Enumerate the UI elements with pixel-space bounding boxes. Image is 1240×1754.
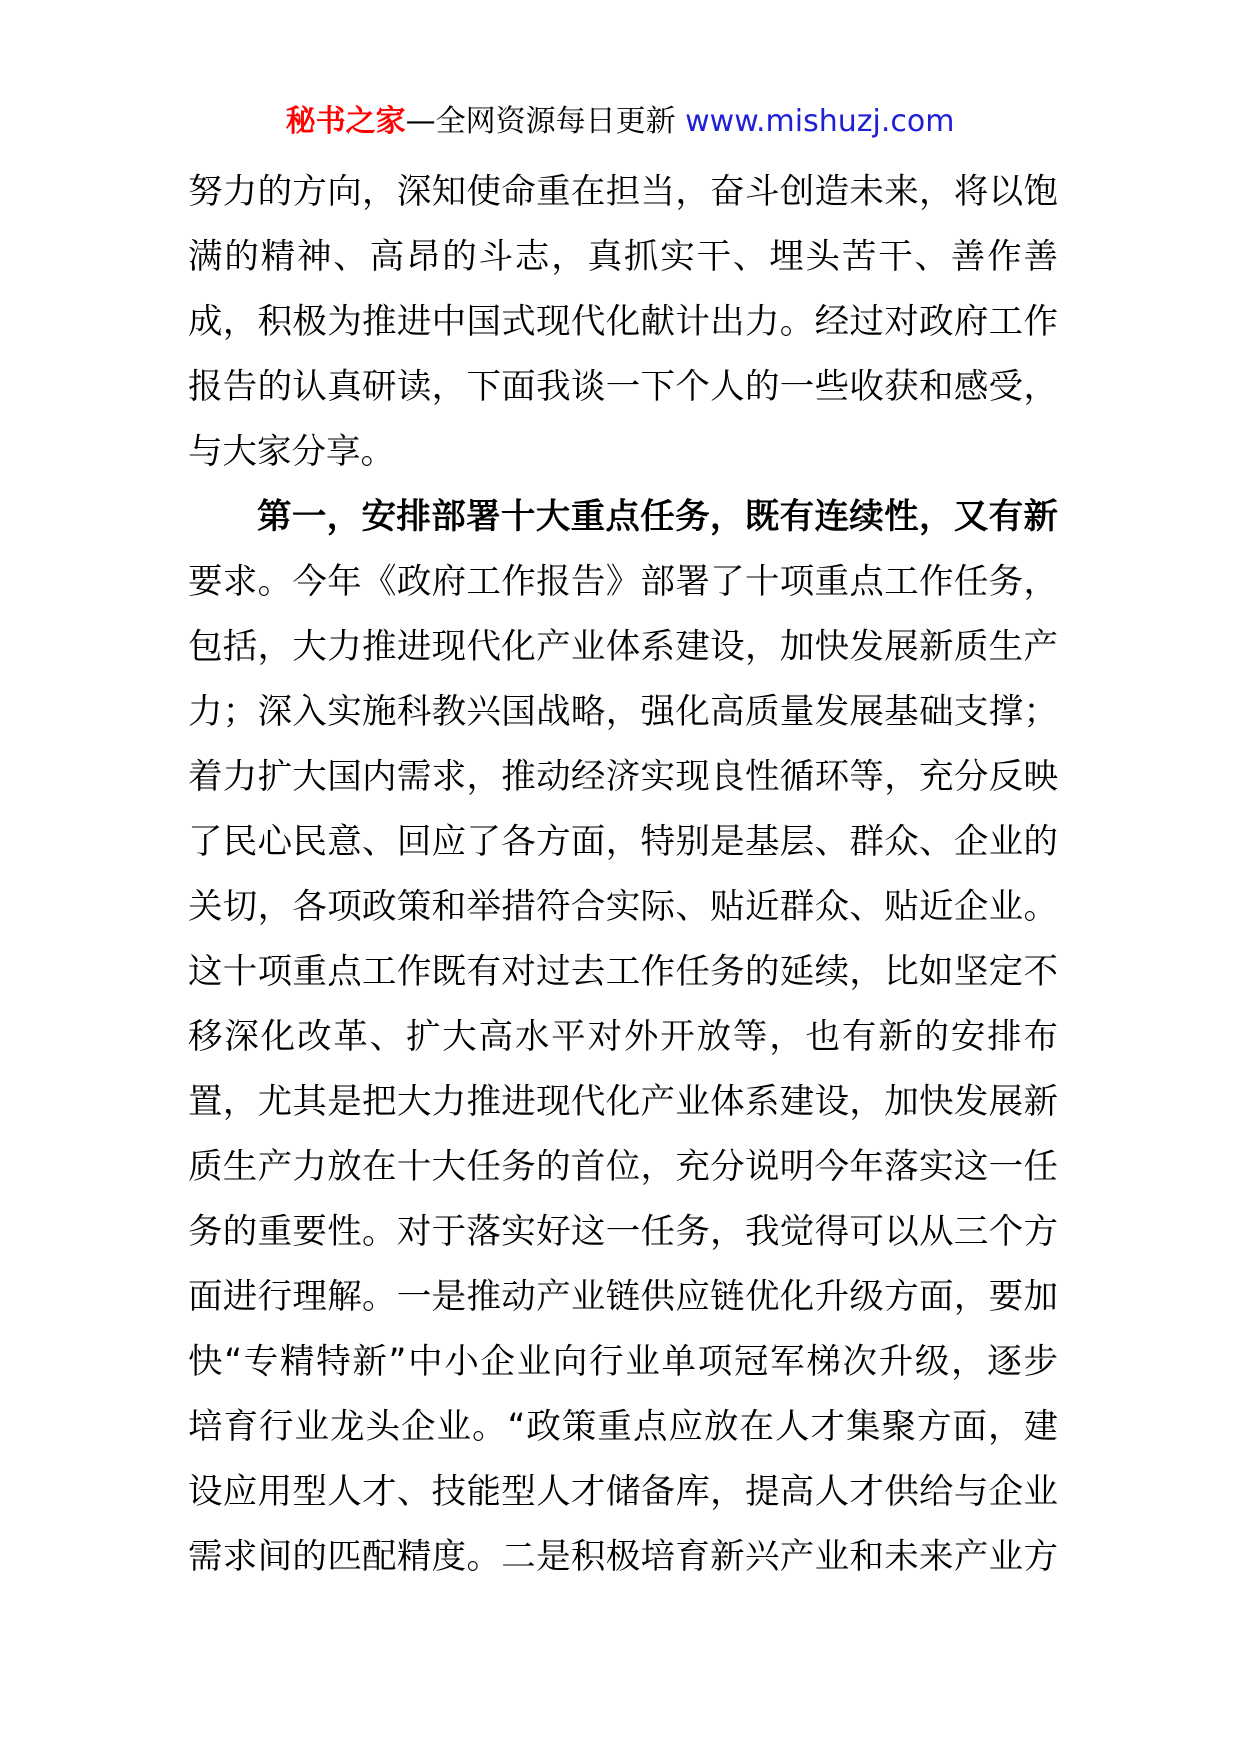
text-line: 设应用型人才、技能型人才储备库，提高人才供给与企业 <box>188 1472 1058 1512</box>
text-line: 务的重要性。对于落实好这一任务，我觉得可以从三个方 <box>188 1212 1058 1252</box>
text-line: 着力扩大国内需求，推动经济实现良性循环等，充分反映 <box>188 757 1058 797</box>
document-body <box>188 160 1058 1590</box>
text-line: 快“专精特新”中小企业向行业单项冠军梯次升级，逐步 <box>188 1342 1058 1382</box>
text-line: 关切，各项政策和举措符合实际、贴近群众、贴近企业。 <box>188 887 1058 927</box>
text-line: 了民心民意、回应了各方面，特别是基层、群众、企业的 <box>188 822 1058 862</box>
text-line: 成，积极为推进中国式现代化献计出力。经过对政府工作 <box>188 302 1058 342</box>
text-line: 包括，大力推进现代化产业体系建设，加快发展新质生产 <box>188 627 1058 667</box>
text-line: 移深化改革、扩大高水平对外开放等，也有新的安排布 <box>188 1017 1058 1057</box>
text-line: 力；深入实施科教兴国战略，强化高质量发展基础支撑； <box>188 692 1058 732</box>
text-line: 质生产力放在十大任务的首位，充分说明今年落实这一任 <box>188 1147 1058 1187</box>
text-line: 努力的方向，深知使命重在担当，奋斗创造未来，将以饱 <box>188 172 1058 212</box>
text-line: 与大家分享。 <box>188 432 395 472</box>
site-url-link[interactable]: www.mishuzj.com <box>685 104 955 139</box>
text-line: 置，尤其是把大力推进现代化产业体系建设，加快发展新 <box>188 1082 1058 1122</box>
brand-name: 秘书之家 <box>285 104 406 139</box>
text-line: 报告的认真研读，下面我谈一下个人的一些收获和感受， <box>188 367 1058 407</box>
text-line: 培育行业龙头企业。“政策重点应放在人才集聚方面，建 <box>188 1407 1058 1447</box>
text-line: 面进行理解。一是推动产业链供应链优化升级方面，要加 <box>188 1277 1058 1317</box>
header-tagline: —全网资源每日更新 <box>405 104 686 139</box>
page-header <box>0 100 1240 144</box>
section-heading-line: 第一，安排部署十大重点任务，既有连续性，又有新 <box>257 497 1058 537</box>
text-line: 要求。今年《政府工作报告》部署了十项重点工作任务， <box>188 562 1058 602</box>
text-line: 这十项重点工作既有对过去工作任务的延续，比如坚定不 <box>188 952 1058 992</box>
text-line: 需求间的匹配精度。二是积极培育新兴产业和未来产业方 <box>188 1537 1058 1577</box>
text-line: 满的精神、高昂的斗志，真抓实干、埋头苦干、善作善 <box>188 237 1058 277</box>
